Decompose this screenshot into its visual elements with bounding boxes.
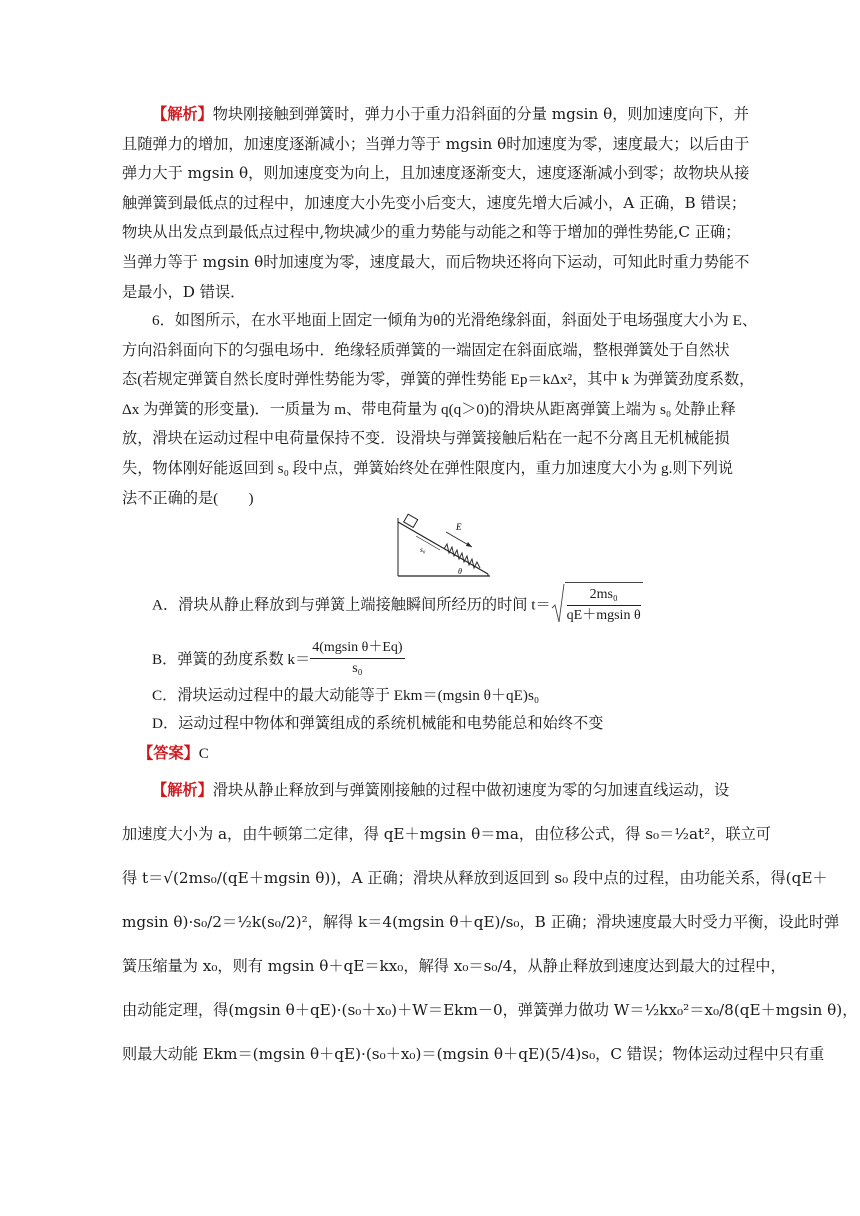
question-line: Δx 为弹簧的形变量)．一质量为 m、带电荷量为 q(q＞0)的滑块从距离弹簧上端为 s₀ 处静止释 (122, 400, 736, 418)
sqrt-sign-icon (551, 582, 565, 626)
question-line: 失，物体刚好能返回到 s₀ 段中点，弹簧始终处在弹性限度内，重力加速度大小为 g.则下列说 (122, 459, 734, 477)
analysis-paragraph-1 (122, 100, 750, 307)
option-b[interactable]: B．弹簧的劲度系数 k＝ $\frac{\text{4(mgsin θ＋Eq)}}{\text{s₀}}$ (152, 638, 405, 679)
question-line: 法不正确的是( ) (122, 489, 254, 507)
question-line: 6．如图所示，在水平地面上固定一倾角为θ的光滑绝缘斜面，斜面处于电场强度大小为 E、 (152, 312, 758, 329)
angle-label: θ (458, 567, 462, 576)
question-line: 放，滑块在运动过程中电荷量保持不变．设滑块与弹簧接触后粘在一起不分离且无机械能损 (122, 430, 730, 448)
analysis-line: 簧压缩量为 x₀，则有 mgsin θ＋qE＝kx₀，解得 x₀＝s₀/4，从静止释放到速度达到最大的过程中， (122, 957, 786, 975)
option-a[interactable]: A．滑块从静止释放到与弹簧上端接触瞬间所经历的时间 t＝ $\frac{\text{2ms₀}}{\text{qE＋mgsin θ}}$ (152, 582, 643, 626)
analysis-tag: 【解析】 (152, 781, 213, 799)
analysis-line: 是最小，D 错误． (122, 282, 246, 301)
analysis-line: 触弹簧到最低点的过程中，加速度大小先变小后变大，速度先增大后减小，A 正确，B 错误； (122, 193, 747, 212)
analysis-line: 由动能定理，得(mgsin θ＋qE)·(s₀＋x₀)＋W＝Ekm－0，弹簧弹力做功 W＝½kx₀²＝x₀/8(qE＋mgsin θ)， (122, 1001, 858, 1019)
analysis-line: 得 t＝√(2ms₀/(qE＋mgsin θ))，A 正确；滑块从释放到返回到 s₀ 段中点的过程，由功能关系，得(qE＋ (122, 869, 828, 887)
analysis-line: 且随弹力的增加，加速度逐渐减小；当弹力等于 mgsin θ时加速度为零，速度最大；以后由于 (122, 134, 750, 153)
analysis-line: 【解析】物块刚接触到弹簧时，弹力小于重力沿斜面的分量 mgsin θ，则加速度向下，并 (152, 105, 749, 123)
question-line: 态(若规定弹簧自然长度时弹性势能为零，弹簧的弹性势能 Ep＝kΔx²，其中 k 为弹簧劲度系数， (122, 371, 755, 389)
answer-value: C (198, 745, 209, 762)
analysis-line: mgsin θ)·s₀/2＝½k(s₀/2)²，解得 k＝4(mgsin θ＋qE)/s₀，B 正确；滑块速度最大时受力平衡，设此时弹 (122, 913, 840, 931)
analysis-tag: 【解析】 (152, 105, 213, 123)
analysis-line: 当弹力等于 mgsin θ时加速度为零，速度最大，而后物块还将向下运动，可知此时重力势能不 (122, 252, 750, 271)
analysis-line: 加速度大小为 a，由牛顿第二定律，得 qE＋mgsin θ＝ma，由位移公式，得 s₀＝½at²，联立可 (122, 825, 771, 843)
question-line: 方向沿斜面向下的匀强电场中．绝缘轻质弹簧的一端固定在斜面底端，整根弹簧处于自然状 (122, 341, 730, 359)
analysis-line: 弹力大于 mgsin θ，则加速度变为向上，且加速度逐渐变大，速度逐渐减小到零；故物块从接 (122, 164, 750, 183)
option-c[interactable]: C．滑块运动过程中的最大动能等于 Ekm＝(mgsin θ＋qE)s₀ (152, 687, 540, 704)
field-label: E (456, 522, 462, 532)
sqrt-fraction: $\frac{\text{2ms₀}}{\text{qE＋mgsin θ}}$ (551, 582, 643, 626)
analysis-line: 物块从出发点到最低点过程中,物块减少的重力势能与动能之和等于增加的弹性势能,C 正确； (122, 223, 741, 242)
fraction: $\frac{\text{4(mgsin θ＋Eq)}}{\text{s₀}}$ (312, 640, 403, 676)
option-d[interactable]: D．运动过程中物体和弹簧组成的系统机械能和电势能总和始终不变 (152, 715, 604, 732)
distance-label: s₀ (420, 545, 426, 554)
analysis-line: 则最大动能 Ekm＝(mgsin θ＋qE)·(s₀＋x₀)＝(mgsin θ＋qE)(5/4)s₀，C 错误；物体运动过程中只有重 (122, 1045, 825, 1063)
incline-spring-figure (396, 512, 492, 578)
analysis-paragraph-2 (122, 768, 858, 1076)
answer-line (138, 742, 209, 763)
answer-tag: 【答案】 (138, 745, 199, 762)
question-6-stem (122, 306, 758, 513)
analysis-line: 【解析】滑块从静止释放到与弹簧刚接触的过程中做初速度为零的匀加速直线运动，设 (152, 781, 730, 799)
